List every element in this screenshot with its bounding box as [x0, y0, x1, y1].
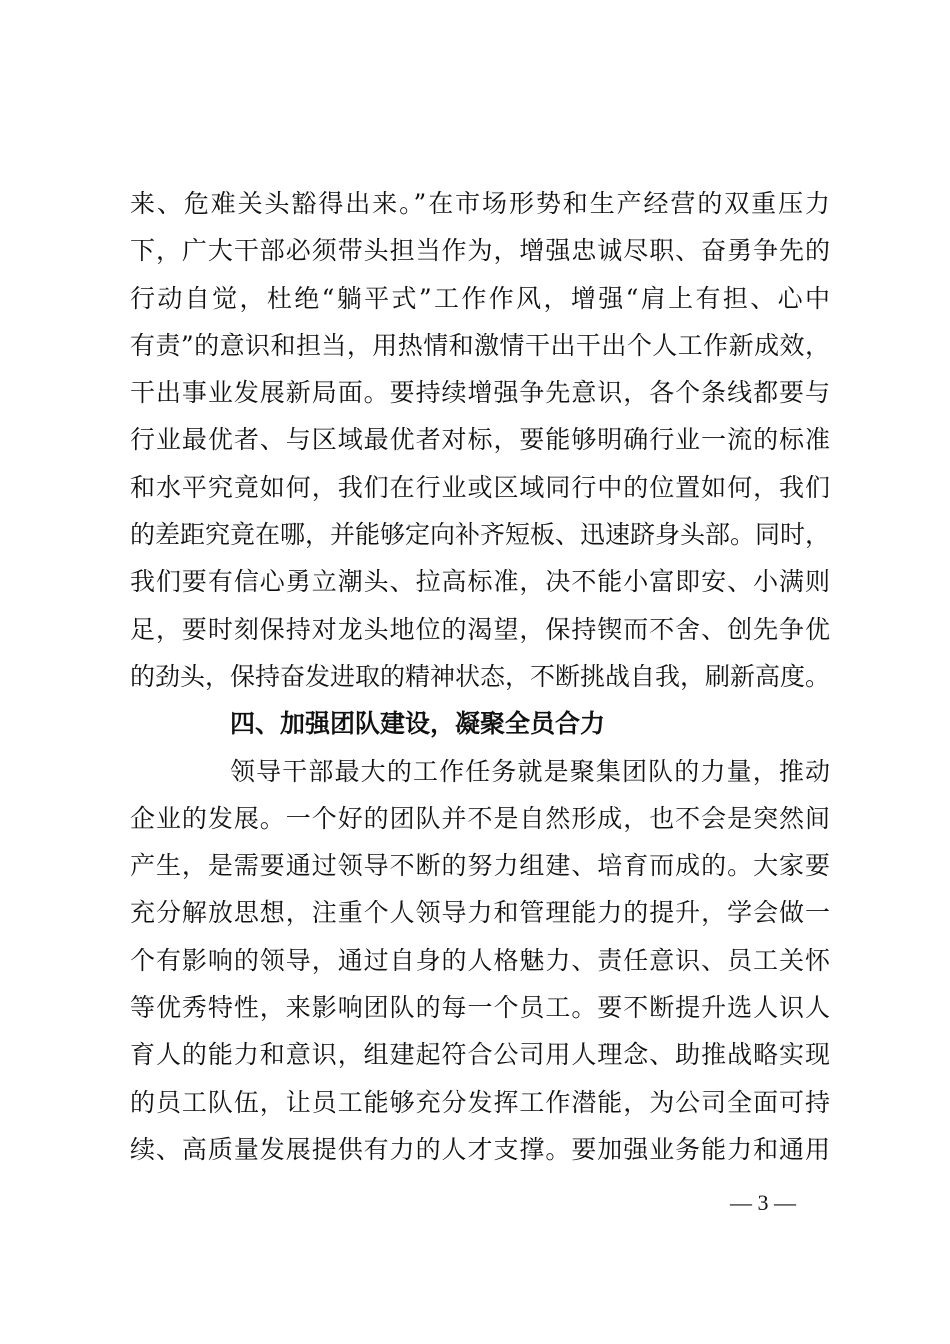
paragraph-line: 育人的能力和意识，组建起符合公司用人理念、助推战略实现	[130, 1040, 830, 1070]
paragraph-line: 个有影响的领导，通过自身的人格魅力、责任意识、员工关怀	[130, 945, 830, 975]
page-number: — 3 —	[730, 1190, 796, 1215]
paragraph-line: 产生，是需要通过领导不断的努力组建、培育而成的。大家要	[130, 851, 830, 881]
paragraph-line: 的员工队伍，让员工能够充分发挥工作潜能，为公司全面可持	[130, 1087, 830, 1117]
paragraph-line: 的劲头，保持奋发进取的精神状态，不断挑战自我，刷新高度。	[130, 661, 831, 691]
paragraph-line: 行动自觉，杜绝“躺平式”工作作风，增强“肩上有担、心中	[130, 283, 830, 313]
paragraph-line: 有责”的意识和担当，用热情和激情干出干出个人工作新成效，	[130, 330, 830, 360]
paragraph-line: 企业的发展。一个好的团队并不是自然形成，也不会是突然间	[130, 803, 830, 833]
section-heading: 四、加强团队建设，凝聚全员合力	[230, 709, 606, 739]
paragraph-line: 等优秀特性，来影响团队的每一个员工。要不断提升选人识人	[130, 993, 830, 1023]
paragraph-line: 来、危难关头豁得出来。”在市场形势和生产经营的双重压力	[130, 189, 830, 218]
paragraph-line: 的差距究竟在哪，并能够定向补齐短板、迅速跻身头部。同时，	[130, 520, 831, 550]
paragraph-line: 足，要时刻保持对龙头地位的渴望，保持锲而不舍、创先争优	[130, 614, 830, 644]
paragraph-line: 我们要有信心勇立潮头、拉高标准，决不能小富即安、小满则	[130, 567, 830, 597]
paragraph-line: 和水平究竟如何，我们在行业或区域同行中的位置如何，我们	[130, 472, 830, 502]
body-text	[130, 180, 830, 1173]
paragraph-line: 干出事业发展新局面。要持续增强争先意识，各个条线都要与	[130, 378, 830, 408]
paragraph-line: 领导干部最大的工作任务就是聚集团队的力量，推动	[230, 756, 830, 786]
paragraph-line: 续、高质量发展提供有力的人才支撑。要加强业务能力和通用	[130, 1134, 830, 1164]
paragraph-line: 下，广大干部必须带头担当作为，增强忠诚尽职、奋勇争先的	[130, 236, 830, 266]
paragraph-line: 行业最优者、与区域最优者对标，要能够明确行业一流的标准	[130, 425, 830, 455]
paragraph-line: 充分解放思想，注重个人领导力和管理能力的提升，学会做一	[130, 898, 830, 928]
